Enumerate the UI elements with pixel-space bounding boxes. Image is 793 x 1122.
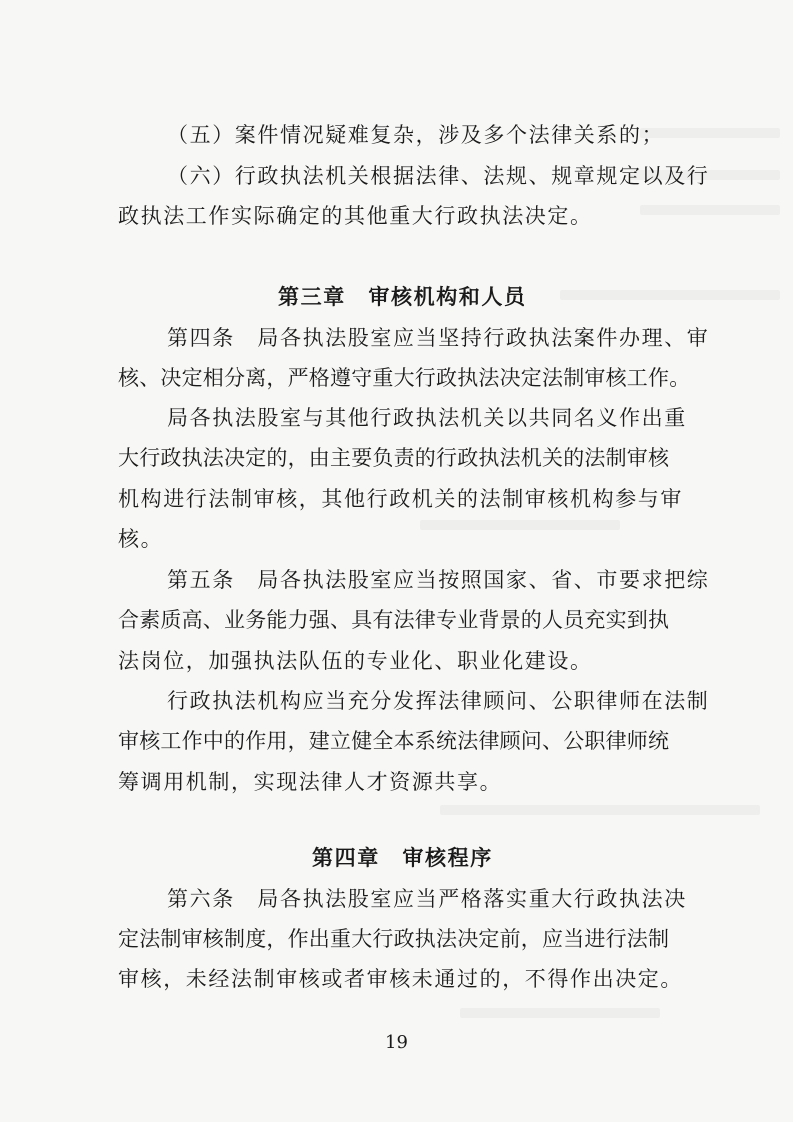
text-line: 审核，未经法制审核或者审核未通过的，不得作出决定。 bbox=[118, 967, 683, 991]
show-through-artifact bbox=[560, 290, 780, 300]
text-line: 法岗位，加强执法队伍的专业化、职业化建设。 bbox=[118, 649, 593, 673]
text-line: 机构进行法制审核，其他行政机关的法制审核机构参与审 bbox=[118, 487, 683, 511]
text-line: 审核工作中的作用，建立健全本系统法律顾问、公职律师统 bbox=[118, 729, 670, 753]
text-line: 行政执法机构应当充分发挥法律顾问、公职律师在法制 bbox=[167, 689, 710, 713]
text-line: （五）案件情况疑难复杂，涉及多个法律关系的； bbox=[167, 123, 665, 147]
text-line: 第五条 局各执法股室应当按照国家、省、市要求把综 bbox=[167, 568, 710, 592]
show-through-artifact bbox=[420, 520, 620, 530]
text-line: 第六条 局各执法股室应当严格落实重大行政执法决 bbox=[167, 887, 687, 911]
chapter-heading: 第四章 审核程序 bbox=[312, 845, 493, 870]
text-line: 政执法工作实际确定的其他重大行政执法决定。 bbox=[118, 204, 593, 228]
chapter-heading: 第三章 审核机构和人员 bbox=[278, 284, 527, 309]
text-line: 定法制审核制度，作出重大行政执法决定前，应当进行法制 bbox=[118, 927, 670, 951]
text-line: 核。 bbox=[118, 527, 164, 551]
show-through-artifact bbox=[640, 205, 780, 215]
text-line: 筹调用机制，实现法律人才资源共享。 bbox=[118, 770, 503, 794]
text-line: 局各执法股室与其他行政执法机关以共同名义作出重 bbox=[167, 406, 687, 430]
text-line: 合素质高、业务能力强、具有法律专业背景的人员充实到执 bbox=[118, 608, 670, 632]
text-line: 第四条 局各执法股室应当坚持行政执法案件办理、审 bbox=[167, 326, 710, 350]
text-line: 核、决定相分离，严格遵守重大行政执法决定法制审核工作。 bbox=[118, 366, 691, 390]
page-number: 19 bbox=[385, 1032, 408, 1053]
text-line: 大行政执法决定的，由主要负责的行政执法机关的法制审核 bbox=[118, 446, 670, 470]
show-through-artifact bbox=[460, 1008, 660, 1018]
show-through-artifact bbox=[440, 805, 760, 815]
text-line: （六）行政执法机关根据法律、法规、规章规定以及行 bbox=[167, 164, 710, 188]
